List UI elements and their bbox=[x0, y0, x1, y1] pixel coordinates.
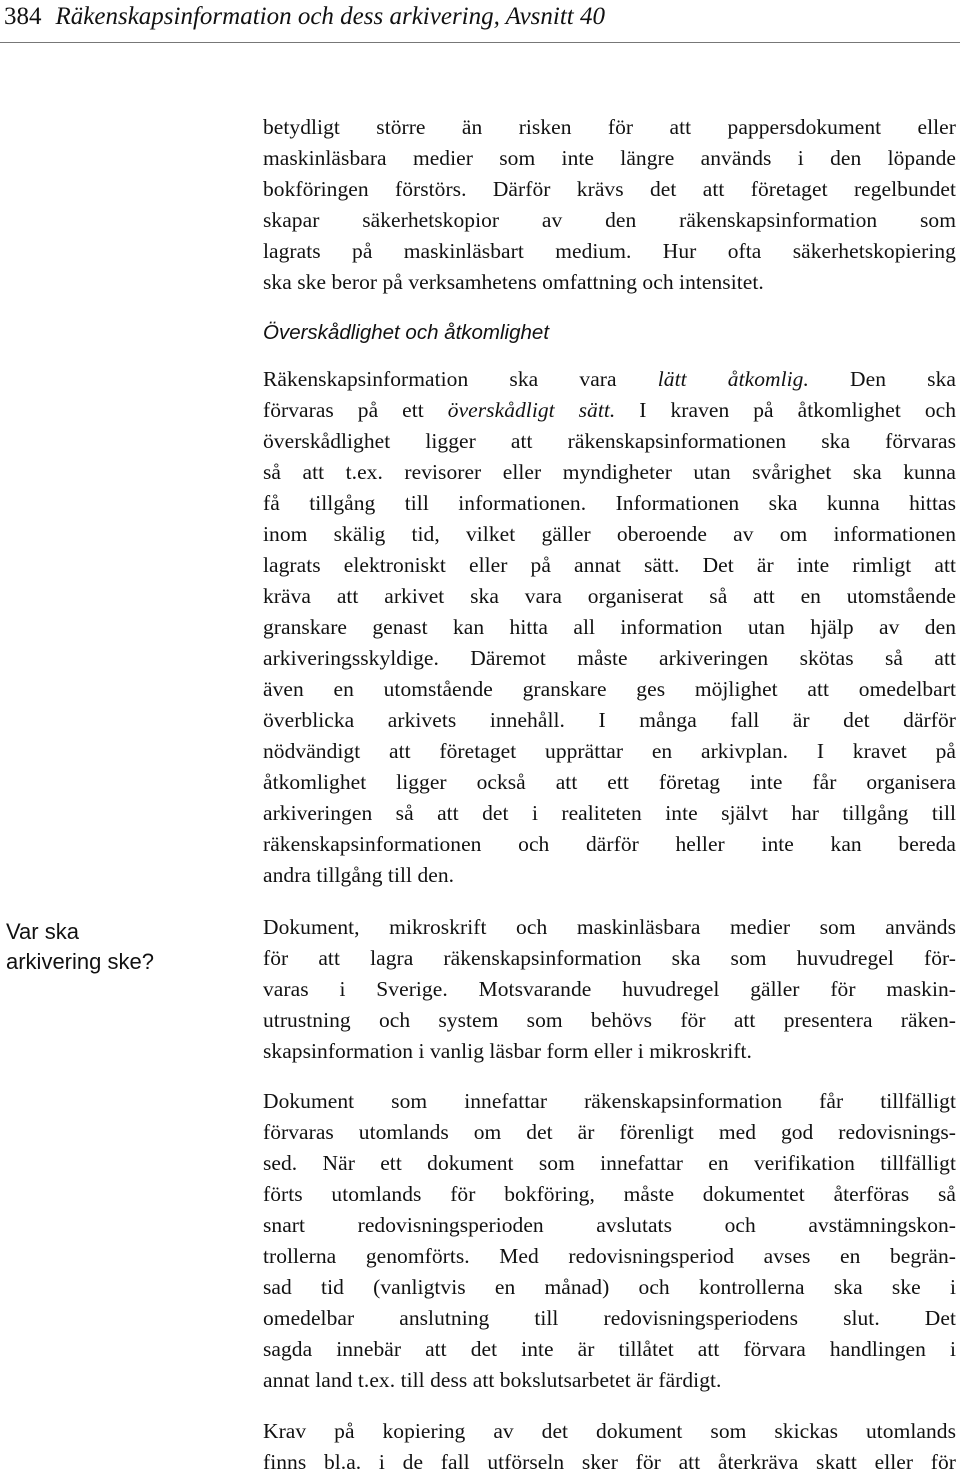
text-line: ska ske beror på verksamhetens omfattning och intensitet. bbox=[263, 270, 764, 294]
subheading-block bbox=[263, 318, 956, 348]
text-line: få tillgång till informationen. Informationen ska kunna hittas bbox=[263, 491, 956, 515]
text-line: skapsinformation i vanlig läsbar form eller i mikroskrift. bbox=[263, 1039, 752, 1063]
text-run: Räkenskapsinformation ska vara bbox=[263, 367, 658, 391]
text-line: omedelbar anslutning till redovisningsperiodens slut. Det bbox=[263, 1306, 956, 1330]
text-line: även en utomstående granskare ges möjlighet att omedelbart bbox=[263, 677, 956, 701]
text-line: kräva att arkivet ska vara organiserat så att en utomstående bbox=[263, 584, 956, 608]
running-header bbox=[4, 2, 605, 32]
text-line: överskådlighet ligger att räkenskapsinformationen ska förvaras bbox=[263, 429, 956, 453]
paragraph-4 bbox=[263, 1086, 956, 1396]
text-line: inom skälig tid, vilket gäller oberoende av om informationen bbox=[263, 522, 956, 546]
text-line: granskare genast kan hitta all information utan hjälp av den bbox=[263, 615, 956, 639]
text-line: utrustning och system som behövs för att presentera räken- bbox=[263, 1008, 956, 1032]
text-line: Dokument, mikroskrift och maskinläsbara medier som används bbox=[263, 915, 956, 939]
text-line: sad tid (vanligtvis en månad) och kontrollerna ska ske i bbox=[263, 1275, 956, 1299]
text-line: Dokument som innefattar räkenskapsinformation får tillfälligt bbox=[263, 1089, 956, 1113]
text-line: Krav på kopiering av det dokument som skickas utomlands bbox=[263, 1419, 956, 1443]
emphasis-run: lätt åtkomlig. bbox=[657, 367, 809, 391]
page-number: 384 bbox=[4, 3, 42, 30]
text-line: andra tillgång till den. bbox=[263, 863, 455, 887]
text-run: Den ska bbox=[808, 367, 956, 391]
text-line: nödvändigt att företaget upprättar en arkivplan. I kravet på bbox=[263, 739, 956, 763]
text-line: så att t.ex. revisorer eller myndigheter utan svårighet ska kunna bbox=[263, 460, 956, 484]
text-line: förts utomlands för bokföring, måste dokumentet återföras så bbox=[263, 1182, 956, 1206]
margin-heading-line: Var ska bbox=[6, 919, 79, 944]
text-line: betydligt större än risken för att pappersdokument eller bbox=[263, 115, 956, 139]
text-run: I kraven på åtkomlighet och bbox=[615, 398, 957, 422]
text-line: finns bl.a. i de fall utförseln sker för att återkräva skatt eller för bbox=[263, 1450, 956, 1474]
text-line: överblicka arkivets innehåll. I många fall är det därför bbox=[263, 708, 956, 732]
paragraph-2 bbox=[263, 364, 956, 891]
text-line: annat land t.ex. till dess att bokslutsarbetet är färdigt. bbox=[263, 1368, 722, 1392]
paragraph-1 bbox=[263, 112, 956, 298]
margin-heading-line: arkivering ske? bbox=[6, 949, 154, 974]
text-line: lagrats på maskinläsbart medium. Hur ofta säkerhetskopiering bbox=[263, 239, 956, 263]
text-line: bokföringen förstörs. Därför krävs det att företaget regelbundet bbox=[263, 177, 956, 201]
margin-heading bbox=[6, 917, 206, 977]
header-rule bbox=[0, 42, 960, 43]
text-line: arkiveringsskyldige. Däremot måste arkiveringen skötas så att bbox=[263, 646, 956, 670]
text-line: sagda innebär att det inte är tillåtet att förvara handlingen i bbox=[263, 1337, 956, 1361]
text-line bbox=[263, 364, 956, 395]
text-line: maskinläsbara medier som inte längre används i den löpande bbox=[263, 146, 956, 170]
text-line: arkiveringen så att det i realiteten inte självt har tillgång till bbox=[263, 801, 956, 825]
text-line: räkenskapsinformationen och därför heller inte kan bereda bbox=[263, 832, 956, 856]
text-line: lagrats elektroniskt eller på annat sätt. Det är inte rimligt att bbox=[263, 553, 956, 577]
text-line: sed. När ett dokument som innefattar en verifikation tillfälligt bbox=[263, 1151, 956, 1175]
text-line bbox=[263, 395, 956, 426]
emphasis-run: överskådligt sätt. bbox=[447, 398, 616, 422]
text-line: för att lagra räkenskapsinformation ska som huvudregel för- bbox=[263, 946, 956, 970]
text-run: förvaras på ett bbox=[263, 398, 448, 422]
text-line: förvaras utomlands om det är förenligt med god redovisnings- bbox=[263, 1120, 956, 1144]
paragraph-3 bbox=[263, 912, 956, 1067]
text-line: trollerna genomförts. Med redovisningsperiod avses en begrän- bbox=[263, 1244, 956, 1268]
text-line: varas i Sverige. Motsvarande huvudregel gäller för maskin- bbox=[263, 977, 956, 1001]
paragraph-5 bbox=[263, 1416, 956, 1478]
running-title: Räkenskapsinformation och dess arkivering, Avsnitt 40 bbox=[55, 3, 605, 30]
text-line: åtkomlighet ligger också att ett företag inte får organisera bbox=[263, 770, 956, 794]
text-line: skapar säkerhetskopior av den räkenskapsinformation som bbox=[263, 208, 956, 232]
section-subheading: Överskådlighet och åtkomlighet bbox=[263, 321, 550, 344]
text-line: snart redovisningsperioden avslutats och avstämningskon- bbox=[263, 1213, 956, 1237]
